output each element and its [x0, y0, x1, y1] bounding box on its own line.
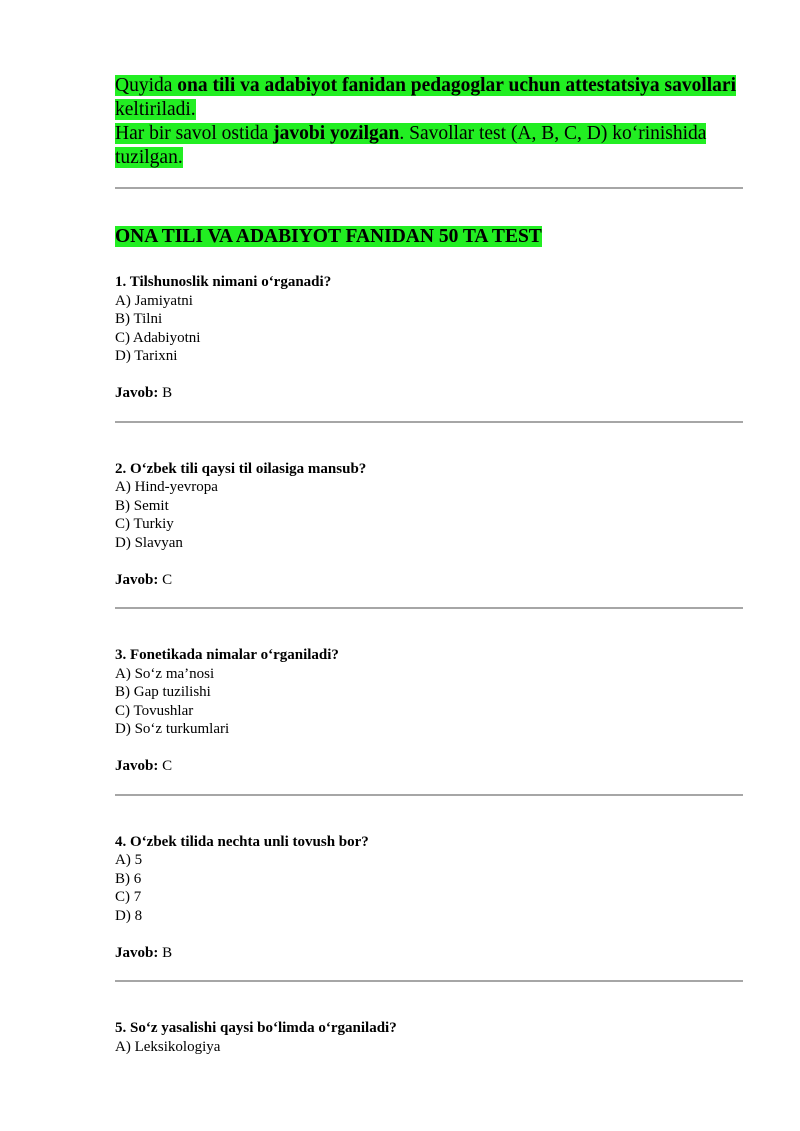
question-answer	[115, 571, 743, 590]
intro-line1-bold: ona tili va adabiyot fanidan pedagoglar uchun attestatsiya savollari	[177, 75, 736, 96]
intro-line1-prefix: Quyida	[115, 75, 178, 96]
answer-label: Javob:	[115, 758, 159, 774]
section-heading	[115, 225, 743, 249]
question-option: A) 5	[115, 852, 143, 868]
intro-line2-bold: javobi yozilgan	[273, 123, 400, 144]
question-option: B) Gap tuzilishi	[115, 684, 211, 700]
answer-value: C	[162, 571, 173, 588]
question-answer	[115, 757, 743, 776]
question-divider	[115, 980, 743, 982]
question-option: B) Semit	[115, 497, 169, 514]
question-item	[115, 273, 743, 403]
question-option: D) Slavyan	[115, 534, 183, 551]
question-item	[115, 833, 743, 963]
question-option: A) So‘z ma’nosi	[115, 665, 215, 682]
intro-paragraph	[115, 74, 743, 170]
intro-line2-suffix: . Savollar test (A, B, C, D) ko‘rinishida tuzilgan.	[115, 123, 707, 168]
question-option: D) So‘z turkumlari	[115, 721, 230, 737]
intro-line1-highlight	[115, 75, 736, 120]
answer-value: C	[162, 758, 173, 774]
question-answer	[115, 384, 743, 403]
question-item	[115, 646, 743, 776]
question-option: D) 8	[115, 907, 143, 924]
question-divider	[115, 421, 743, 423]
question-divider	[115, 794, 743, 796]
intro-line1-suffix: keltiriladi.	[115, 99, 196, 120]
question-option: C) Adabiyotni	[115, 329, 201, 346]
question-title: 2. O‘zbek tili qaysi til oilasiga mansub?	[115, 460, 367, 477]
question-option: C) 7	[115, 889, 142, 905]
answer-value: B	[162, 944, 173, 961]
question-option: B) Tilni	[115, 311, 163, 327]
document-page	[115, 74, 743, 1056]
question-list	[115, 273, 743, 1056]
question-title: 1. Tilshunoslik nimani o‘rganadi?	[115, 274, 332, 290]
question-title: 5. So‘z yasalishi qaysi bo‘limda o‘rganiladi?	[115, 1020, 397, 1036]
answer-value: B	[162, 385, 173, 401]
question-answer	[115, 944, 743, 963]
question-option: A) Jamiyatni	[115, 292, 193, 309]
question-title: 4. O‘zbek tilida nechta unli tovush bor?	[115, 833, 369, 850]
question-item	[115, 1019, 743, 1056]
answer-label: Javob:	[115, 944, 159, 961]
question-title: 3. Fonetikada nimalar o‘rganiladi?	[115, 647, 339, 663]
intro-line2-highlight	[115, 123, 706, 168]
question-option: A) Hind-yevropa	[115, 479, 218, 495]
question-item	[115, 460, 743, 590]
question-option: B) 6	[115, 870, 142, 887]
question-option: D) Tarixni	[115, 348, 178, 364]
answer-label: Javob:	[115, 385, 159, 401]
question-option: C) Turkiy	[115, 516, 174, 532]
intro-line2-prefix: Har bir savol ostida	[115, 123, 274, 144]
section-heading-text: ONA TILI VA ADABIYOT FANIDAN 50 TA TEST	[115, 226, 542, 247]
answer-label: Javob:	[115, 571, 159, 588]
question-divider	[115, 607, 743, 609]
intro-divider	[115, 187, 743, 189]
question-option: C) Tovushlar	[115, 702, 194, 719]
question-option: A) Leksikologiya	[115, 1038, 221, 1055]
